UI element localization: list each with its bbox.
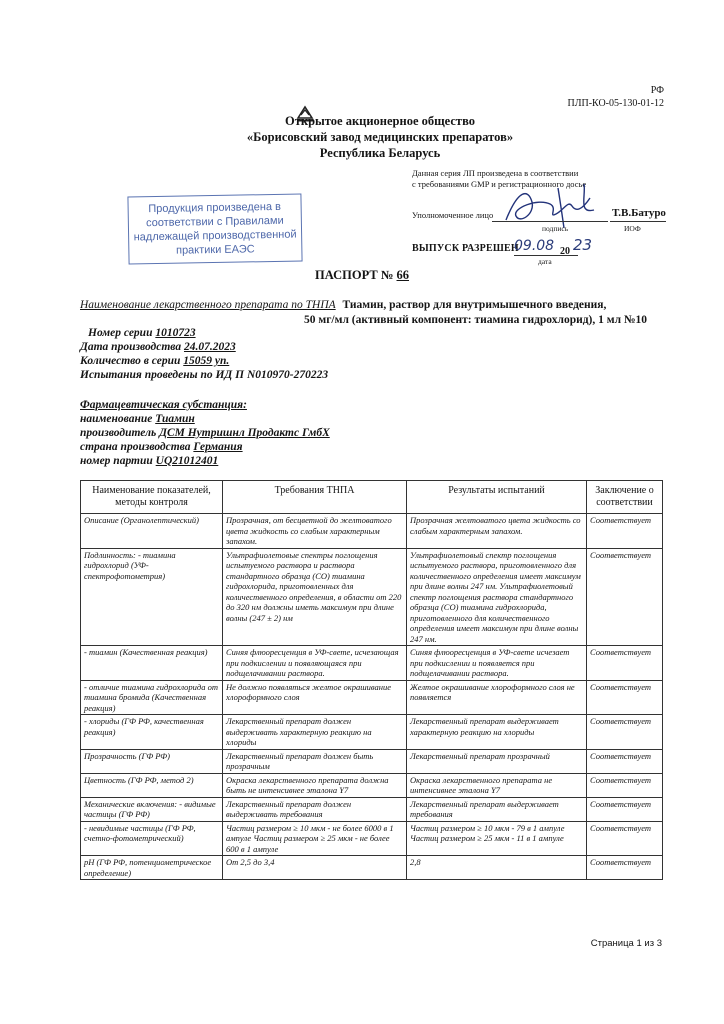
passport-title-prefix: ПАСПОРТ № <box>314 268 394 282</box>
cell-conclusion: Соответствует <box>587 773 663 797</box>
table-row <box>81 856 663 880</box>
cell-indicator: - отличие тиамина гидрохлорида от тиамина бромида (Качественная реакция) <box>81 680 223 715</box>
table-row <box>81 797 663 821</box>
cell-conclusion: Соответствует <box>587 646 663 681</box>
cell-requirement: Лекарственный препарат должен выдерживать характерную реакцию на хлориды <box>223 715 407 750</box>
cell-requirement: Лекарственный препарат должен быть прозрачным <box>223 749 407 773</box>
results-table <box>80 480 663 880</box>
lot-row <box>80 454 218 468</box>
cell-result: 2,8 <box>407 856 587 880</box>
cell-conclusion: Соответствует <box>587 749 663 773</box>
table-row <box>81 514 663 549</box>
quantity-label: Количество в серии <box>80 355 181 367</box>
production-date-value: 24.07.2023 <box>183 341 236 353</box>
cell-conclusion: Соответствует <box>587 514 663 549</box>
cell-conclusion: Соответствует <box>587 821 663 856</box>
cell-requirement: Прозрачная, от бесцветной до желтоватого цвета жидкость со слабым характерным запахом. <box>223 514 407 549</box>
stamp-line-1: Продукция произведена в <box>148 200 282 216</box>
signature-line <box>492 221 608 222</box>
lot-label: номер партии <box>80 455 153 467</box>
cell-result: Частиц размером ≥ 10 мкм - 79 в 1 ампуле Частиц размером ≥ 25 мкм - 11 в 1 ампуле <box>407 821 587 856</box>
quantity-row <box>80 354 229 368</box>
table-row <box>81 646 663 681</box>
gmp-stamp <box>127 193 302 264</box>
country-row <box>80 440 243 454</box>
name-caption: ИОФ <box>624 224 641 233</box>
gmp-note-line-1: Данная серия ЛП произведена в соответствии <box>412 168 579 178</box>
stamp-line-4: практики ЕАЭС <box>175 243 255 257</box>
table-row <box>81 773 663 797</box>
cell-requirement: Синяя флюоресценция в УФ-свете, исчезающая при подкислении и появляющаяся при подщелачивании раствора. <box>223 646 407 681</box>
cell-requirement: Лекарственный препарат должен выдерживать требования <box>223 797 407 821</box>
manufacturer-value: ДСМ Нутришнл Продактс ГмбХ <box>159 427 330 439</box>
signature-caption: подпись <box>542 224 569 233</box>
cell-indicator: Прозрачность (ГФ РФ) <box>81 749 223 773</box>
product-name-label: Наименование лекарственного препарата по ТНПА <box>80 299 336 311</box>
table-row <box>81 680 663 715</box>
cell-result: Ультрафиолетовый спектр поглощения испытуемого раствора, приготовленного для количественного определения имеет максимум при длине волны 247 нм. Ультрафиолетовый спектр поглощения раствора стандартного образца (СО) тиамина гидрохлорида, приготовленного для количественного определения имеет максимум при длине волны 247 нм. <box>407 548 587 646</box>
cell-result: Прозрачная желтоватого цвета жидкость со слабым характерным запахом. <box>407 514 587 549</box>
authorized-person-label: Уполномоченное лицо <box>412 210 494 220</box>
batch-label: Номер серии <box>88 327 153 339</box>
cell-result: Окраска лекарственного препарата не интенсивнее эталона Y7 <box>407 773 587 797</box>
cell-result: Синяя флюоресценция в УФ-свете исчезает при подкислении и появляется при подщелачивании раствора. <box>407 646 587 681</box>
product-name-value-1: Тиамин, раствор для внутримышечного введения, <box>342 299 607 311</box>
cell-result: Лекарственный препарат выдерживает характерную реакцию на хлориды <box>407 715 587 750</box>
cell-conclusion: Соответствует <box>587 548 663 646</box>
substance-name-value: Тиамин <box>155 413 195 425</box>
lot-value: UQ21012401 <box>155 455 219 467</box>
cell-indicator: - тиамин (Качественная реакция) <box>81 646 223 681</box>
release-label: ВЫПУСК РАЗРЕШЕН <box>412 243 519 254</box>
quantity-value: 15059 уп. <box>183 355 230 367</box>
cell-requirement: Окраска лекарственного препарата должна быть не интенсивнее эталона Y7 <box>223 773 407 797</box>
cell-requirement: Частиц размером ≥ 10 мкм - не более 6000 в 1 ампуле Частиц размером ≥ 25 мкм - не более 600 в 1 ампуле <box>223 821 407 856</box>
passport-number: 66 <box>396 268 410 282</box>
table-row <box>81 749 663 773</box>
org-line-3: Республика Беларусь <box>319 146 441 160</box>
substance-name-label: наименование <box>80 413 153 425</box>
country-label: страна производства <box>80 441 191 453</box>
cell-result: Желтое окрашивание хлороформного слоя не появляется <box>407 680 587 715</box>
cell-conclusion: Соответствует <box>587 715 663 750</box>
cell-indicator: - невидимые частицы (ГФ РФ, счетно-фотометрический) <box>81 821 223 856</box>
rf-mark: РФ <box>650 85 664 96</box>
country-value: Германия <box>193 441 243 453</box>
batch-value: 1010723 <box>155 327 196 339</box>
cell-indicator: Цветность (ГФ РФ, метод 2) <box>81 773 223 797</box>
cell-indicator: Механические включения: - видимые частицы (ГФ РФ) <box>81 797 223 821</box>
header-requirements: Требования ТНПА <box>223 481 407 514</box>
table-row <box>81 715 663 750</box>
header-conclusion: Заключение о соответствии <box>587 481 663 514</box>
cell-requirement: Ультрафиолетовые спектры поглощения испытуемого раствора и раствора стандартного образца (СО) тиамина гидрохлорида, приготовленных для количественного определения, в области от 220 до 320 нм должны иметь максимум при длине волны (247 ± 2) нм <box>223 548 407 646</box>
cell-result: Лекарственный препарат прозрачный <box>407 749 587 773</box>
release-year-prefix: 20 <box>560 246 570 257</box>
product-name-value-2: 50 мг/мл (активный компонент: тиамина гидрохлорид), 1 мл №10 <box>304 314 647 326</box>
batch-row <box>88 326 196 340</box>
release-date-day: 09.08 <box>514 238 555 254</box>
doc-code: ПЛП-КО-05-130-01-12 <box>567 98 664 109</box>
manufacturer-row <box>80 426 330 440</box>
production-date-label: Дата производства <box>80 341 182 353</box>
org-line-2: «Борисовский завод медицинских препаратов» <box>246 130 514 144</box>
stamp-line-3: надлежащей производственной <box>133 228 297 244</box>
stamp-line-2: соответствии с Правилами <box>145 214 284 230</box>
cell-indicator: Описание (Органолептический) <box>81 514 223 549</box>
product-name-row <box>80 298 606 312</box>
table-row <box>81 821 663 856</box>
cell-requirement: От 2,5 до 3,4 <box>223 856 407 880</box>
cell-result: Лекарственный препарат выдерживает требования <box>407 797 587 821</box>
tests-row: Испытания проведены по ИД П N010970-270223 <box>80 369 329 381</box>
document-code-block <box>567 84 664 110</box>
date-caption: дата <box>538 257 552 266</box>
name-line <box>610 221 666 222</box>
cell-requirement: Не должно появляться желтое окрашивание хлороформного слоя <box>223 680 407 715</box>
substance-title: Фармацевтическая субстанция: <box>80 399 247 411</box>
substance-name-row <box>80 412 195 426</box>
cell-conclusion: Соответствует <box>587 856 663 880</box>
organization-header <box>200 113 560 161</box>
cell-indicator: - хлориды (ГФ РФ, качественная реакция) <box>81 715 223 750</box>
passport-title <box>0 268 724 283</box>
header-indicators: Наименование показателей, методы контроля <box>81 481 223 514</box>
authorized-person-name: Т.В.Батуро <box>612 207 666 219</box>
org-line-1: Открытое акционерное общество <box>285 114 475 128</box>
table-header-row <box>81 481 663 514</box>
release-year-suffix: 23 <box>573 236 593 254</box>
cell-indicator: Подлинность: - тиамина гидрохлорид (УФ-спектрофотометрия) <box>81 548 223 646</box>
production-date-row <box>80 340 236 354</box>
table-row <box>81 548 663 646</box>
cell-indicator: pH (ГФ РФ, потенциометрическое определение) <box>81 856 223 880</box>
cell-conclusion: Соответствует <box>587 680 663 715</box>
header-results: Результаты испытаний <box>407 481 587 514</box>
page-number: Страница 1 из 3 <box>590 938 662 949</box>
gmp-note-line-2: с требованиями GMP и регистрационного досье <box>412 179 587 189</box>
manufacturer-label: производитель <box>80 427 157 439</box>
cell-conclusion: Соответствует <box>587 797 663 821</box>
